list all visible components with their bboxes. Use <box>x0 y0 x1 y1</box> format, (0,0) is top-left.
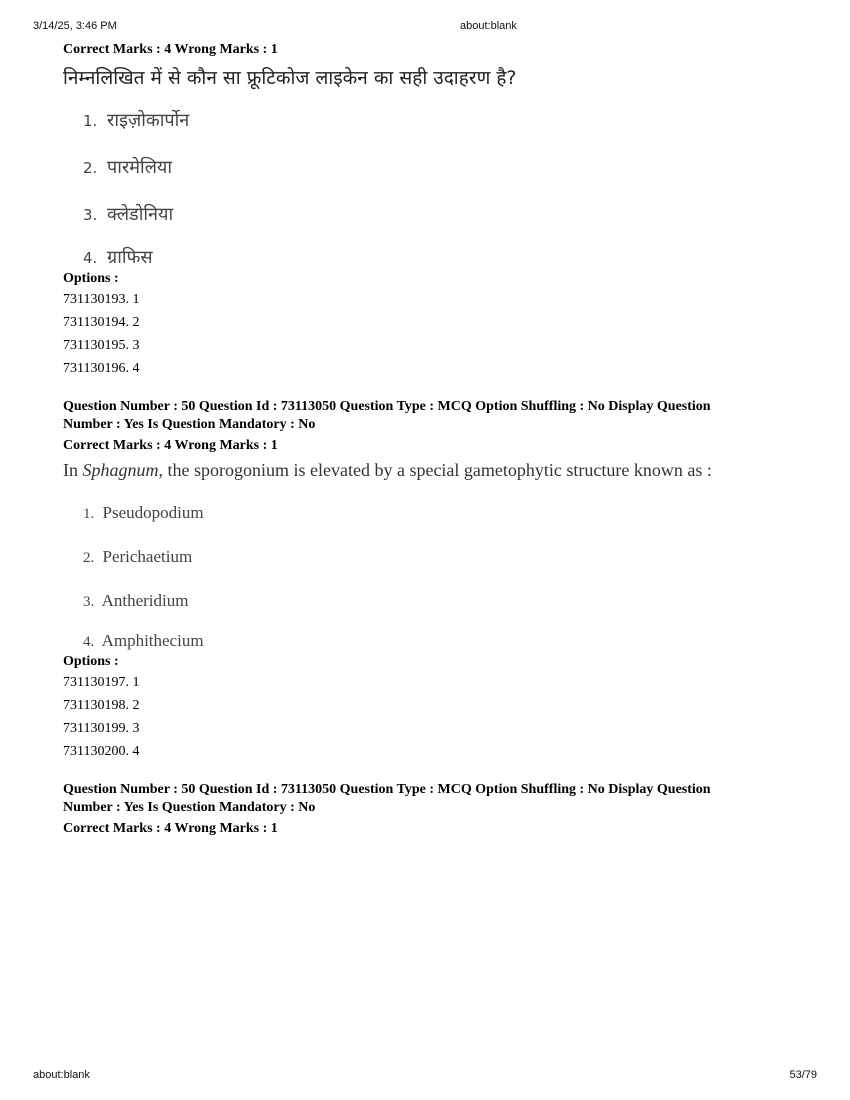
option-id: 731130198. 2 <box>63 698 140 713</box>
choice-number: 3. <box>83 206 98 224</box>
marks-line: Correct Marks : 4 Wrong Marks : 1 <box>63 42 278 57</box>
options-label: Options : <box>63 271 119 286</box>
choice-item <box>83 191 823 238</box>
choice-number: 4. <box>83 634 95 650</box>
question-text-pre: In <box>63 460 83 480</box>
choice-item <box>83 535 823 579</box>
question-meta-line-2: Number : Yes Is Question Mandatory : No <box>63 800 316 815</box>
choice-number: 1. <box>83 112 98 130</box>
choice-number: 2. <box>83 159 98 177</box>
option-id: 731130196. 4 <box>63 361 140 376</box>
choice-text: Amphithecium <box>101 631 204 650</box>
print-url: about:blank <box>460 20 517 32</box>
choice-list <box>63 491 823 651</box>
option-id: 731130200. 4 <box>63 744 140 759</box>
choice-number: 1. <box>83 506 95 522</box>
option-id: 731130197. 1 <box>63 675 140 690</box>
page-number: 53/79 <box>789 1069 817 1081</box>
document-page <box>63 41 823 838</box>
choice-text: Perichaetium <box>102 547 193 566</box>
choice-text: ग्राफिस <box>107 247 153 268</box>
footer-url: about:blank <box>33 1069 90 1081</box>
choice-list <box>63 97 823 268</box>
question-meta-line-1: Question Number : 50 Question Id : 73113050 Question Type : MCQ Option Shuffling : No Display Question <box>63 399 711 414</box>
choice-number: 2. <box>83 550 95 566</box>
options-label: Options : <box>63 654 119 669</box>
marks-line: Correct Marks : 4 Wrong Marks : 1 <box>63 438 278 453</box>
choice-item <box>83 97 823 144</box>
question-block-1 <box>63 41 823 380</box>
options-list <box>63 288 823 380</box>
question-text-italic: Sphagnum <box>82 460 159 480</box>
question-text-hindi: निम्नलिखित में से कौन सा फ्रूटिकोज लाइकेन का सही उदाहरण है? <box>63 67 517 89</box>
choice-text: क्लेडोनिया <box>107 204 174 225</box>
choice-item <box>83 238 823 268</box>
choice-text: Antheridium <box>101 591 189 610</box>
question-meta-line-1: Question Number : 50 Question Id : 73113050 Question Type : MCQ Option Shuffling : No Display Question <box>63 782 711 797</box>
option-id: 731130194. 2 <box>63 315 140 330</box>
question-text-english <box>63 459 823 481</box>
options-list <box>63 671 823 763</box>
choice-item <box>83 144 823 191</box>
choice-text: राइज़ोकार्पोन <box>107 110 190 131</box>
choice-item <box>83 579 823 623</box>
choice-text: पारमेलिया <box>107 157 173 178</box>
question-block-3 <box>63 781 823 838</box>
question-text-post: , the sporogonium is elevated by a special gametophytic structure known as : <box>158 460 712 480</box>
option-id: 731130199. 3 <box>63 721 140 736</box>
choice-text: Pseudopodium <box>102 503 204 522</box>
option-id: 731130195. 3 <box>63 338 140 353</box>
question-block-2 <box>63 398 823 763</box>
choice-number: 4. <box>83 249 98 267</box>
print-timestamp: 3/14/25, 3:46 PM <box>33 20 117 32</box>
option-id: 731130193. 1 <box>63 292 140 307</box>
question-meta-line-2: Number : Yes Is Question Mandatory : No <box>63 417 316 432</box>
marks-line: Correct Marks : 4 Wrong Marks : 1 <box>63 821 278 836</box>
choice-item <box>83 623 823 651</box>
choice-item <box>83 491 823 535</box>
choice-number: 3. <box>83 594 95 610</box>
